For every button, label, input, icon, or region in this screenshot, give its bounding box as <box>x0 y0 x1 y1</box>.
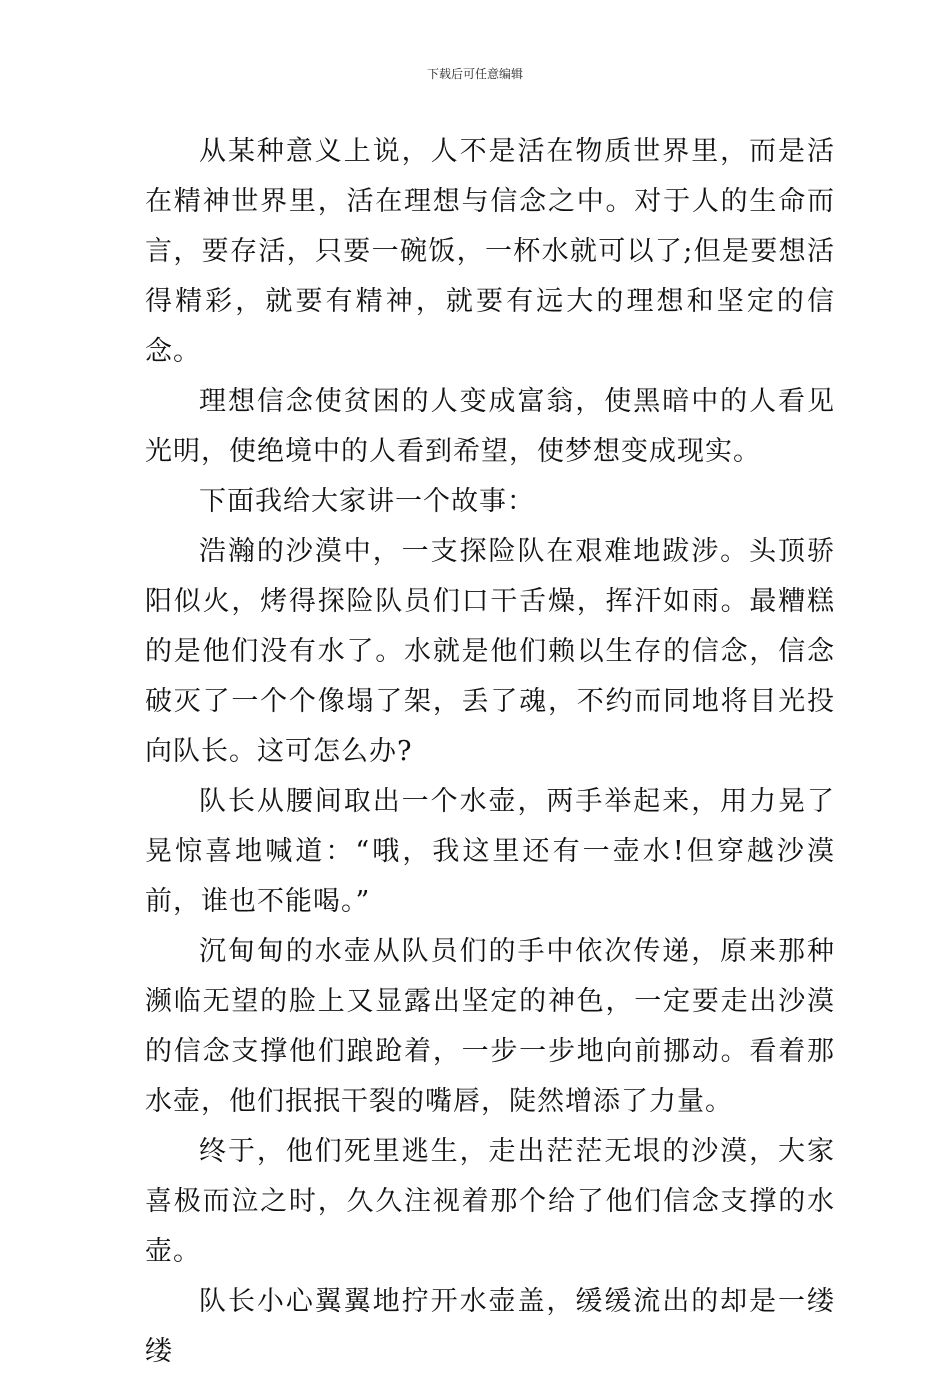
paragraph-5: 队长从腰间取出一个水壶，两手举起来，用力晃了晃惊喜地喊道：“哦，我这里还有一壶水!但穿越沙漠前，谁也不能喝。” <box>145 786 835 917</box>
document-body <box>145 127 835 1377</box>
paragraph-4: 浩瀚的沙漠中，一支探险队在艰难地跋涉。头顶骄阳似火，烤得探险队员们口干舌燥，挥汗如雨。最糟糕的是他们没有水了。水就是他们赖以生存的信念，信念破灭了一个个像塌了架，丢了魂，不约而同地将目光投向队长。这可怎么办? <box>145 536 835 767</box>
paragraph-3: 下面我给大家讲一个故事： <box>199 486 535 517</box>
paragraph-8: 队长小心翼翼地拧开水壶盖，缓缓流出的却是一缕缕 <box>145 1286 835 1367</box>
page-header: 下载后可任意编辑 <box>426 67 523 81</box>
paragraph-1: 从某种意义上说，人不是活在物质世界里，而是活在精神世界里，活在理想与信念之中。对于人的生命而言，要存活，只要一碗饭，一杯水就可以了;但是要想活得精彩，就要有精神，就要有远大的理想和坚定的信念。 <box>145 136 835 367</box>
paragraph-7: 终于，他们死里逃生，走出茫茫无垠的沙漠，大家喜极而泣之时，久久注视着那个给了他们信念支撑的水壶。 <box>145 1136 835 1267</box>
paragraph-2: 理想信念使贫困的人变成富翁，使黑暗中的人看见光明，使绝境中的人看到希望，使梦想变成现实。 <box>145 386 835 467</box>
paragraph-6: 沉甸甸的水壶从队员们的手中依次传递，原来那种濒临无望的脸上又显露出坚定的神色，一定要走出沙漠的信念支撑他们踉跄着，一步一步地向前挪动。看着那水壶，他们抿抿干裂的嘴唇，陡然增添了力量。 <box>145 936 835 1117</box>
